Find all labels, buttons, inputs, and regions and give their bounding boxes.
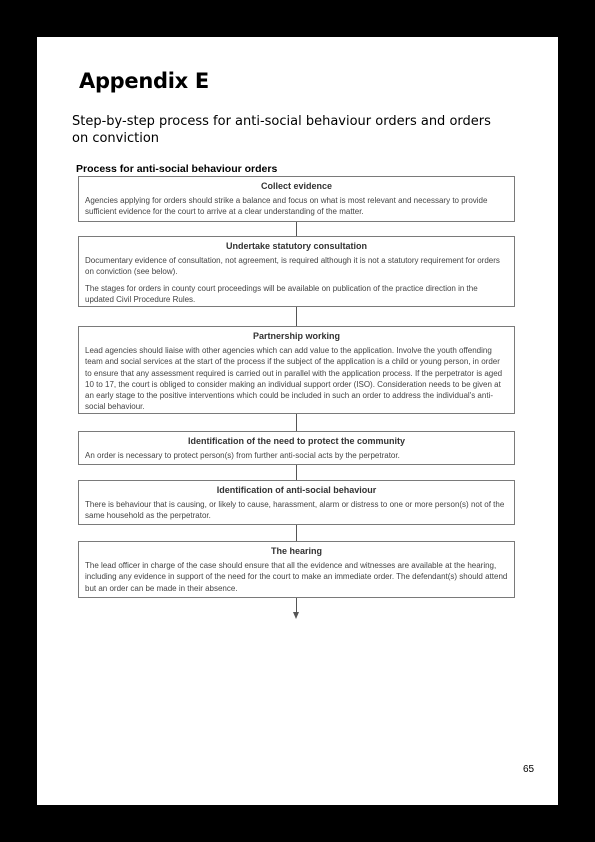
step-text: The stages for orders in county court proceedings will be available on publication of the practice direction in the updated Civil Procedure Rules. (85, 283, 478, 304)
step-collect-evidence (78, 176, 515, 222)
step-title: Partnership working (252, 331, 341, 341)
step-text: Documentary evidence of consultation, not agreement, is required although it is not a statutory requirement for orders on conviction (see below). (85, 256, 500, 277)
step-title: The hearing (270, 546, 322, 556)
page-subtitle: Step-by-step process for anti-social behaviour orders and orders on conviction (72, 114, 491, 146)
flowchart-title: Process for anti-social behaviour orders (76, 163, 278, 175)
step-identify-asb (78, 480, 515, 525)
connector-line (296, 465, 297, 480)
step-title: Undertake statutory consultation (225, 241, 368, 251)
step-text: The lead officer in charge of the case should ensure that all the evidence and witnesses are available at the hearing, including any evidence in support of the need for the court to make an immediate order. The defendant(s) should attend but an order can be made in their absence. (85, 561, 508, 593)
step-text: An order is necessary to protect person(s) from further anti-social acts by the perpetrator. (85, 451, 400, 460)
page-heading: Appendix E (79, 69, 209, 93)
step-text: Lead agencies should liaise with other agencies which can add value to the application. Involve the youth offending team and social services at the start of the process if the subject of the application is a child or young person, in order to ensure that any assessment required is carried out in parallel with the application process. If the perpetrator is aged 10 to 17, the court is obliged to consider making an individual support order (ISO). Consideration needs to be given at an early stage to the positive interventions which could be included in such an order to address the individual's anti-social behaviour. (85, 346, 503, 412)
step-title: Identification of the need to protect the community (187, 436, 405, 446)
step-hearing (78, 541, 515, 598)
arrow-down-icon (293, 612, 299, 619)
step-need-to-protect (78, 431, 515, 465)
connector-line (296, 525, 297, 541)
step-partnership-working (78, 326, 515, 414)
page-number: 65 (523, 764, 535, 775)
document-page (37, 37, 558, 805)
step-title: Collect evidence (260, 181, 333, 191)
connector-line (296, 414, 297, 431)
step-text: There is behaviour that is causing, or likely to cause, harassment, alarm or distress to one or more person(s) not of the same household as the perpetrator. (85, 500, 505, 521)
connector-line (296, 598, 297, 613)
step-text: Agencies applying for orders should strike a balance and focus on what is most relevant and necessary to provide sufficient evidence for the court to arrive at a clear understanding of the matter. (85, 196, 488, 217)
step-statutory-consultation (78, 236, 515, 307)
connector-line (296, 307, 297, 326)
step-title: Identification of anti-social behaviour (216, 485, 377, 495)
connector-line (296, 222, 297, 236)
